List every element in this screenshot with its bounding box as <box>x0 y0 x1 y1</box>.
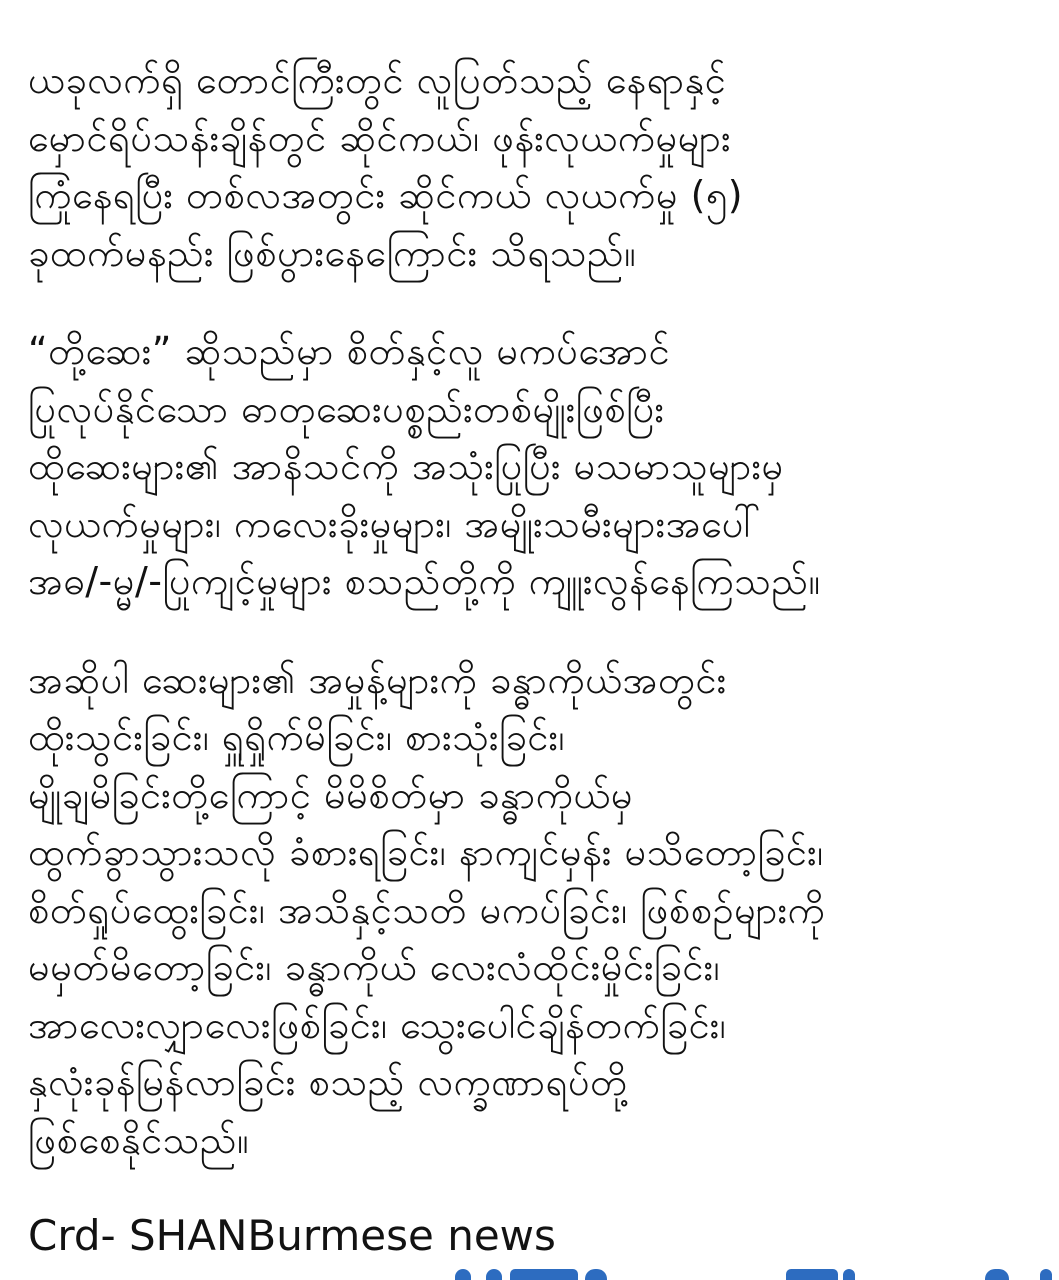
text-line: ယခုလက်ရှိ တောင်ကြီးတွင် လူပြတ်သည့် နေရာနှင့် <box>28 58 727 102</box>
text-line: အဆိုပါ ဆေးများ၏ အမှုန့်များကို ခန္ဓာကိုယ်အတွင်း <box>28 657 727 702</box>
clipped-glyph-fragment <box>1040 1269 1052 1280</box>
credit-line: Crd- SHANBurmese news <box>28 1211 556 1260</box>
text-line: မျိုချမိခြင်းတို့ကြောင့် မိမိစိတ်မှာ ခန္ဓာကိုယ်မှ <box>28 772 634 817</box>
clipped-glyph-fragment <box>985 1269 1009 1280</box>
text-line: အာလေးလျှာလေးဖြစ်ခြင်း၊ သွေးပေါင်ချိန်တက်ခြင်း၊ <box>28 1002 727 1047</box>
clipped-glyph-fragment <box>786 1269 838 1280</box>
text-line: မှောင်ရိပ်သန်းချိန်တွင် ဆိုင်ကယ်၊ ဖုန်းလုယက်မှုများ <box>28 115 732 160</box>
paragraph-1 <box>28 52 1049 282</box>
article-body <box>28 52 1049 1262</box>
clipped-glyph-fragment <box>486 1269 502 1280</box>
text-line: မမှတ်မိတော့ခြင်း၊ ခန္ဓာကိုယ် လေးလံထိုင်းမှိုင်းခြင်း၊ <box>28 945 721 989</box>
text-line: “တို့ဆေး” ဆိုသည်မှာ စိတ်နှင့်လူ မကပ်အောင် <box>28 329 671 373</box>
clipped-glyph-fragment <box>510 1269 578 1280</box>
text-line: ပြုလုပ်နိုင်သော ဓာတုဆေးပစ္စည်းတစ်မျိုးဖြစ်ပြီး <box>28 386 665 431</box>
clipped-glyph-fragment <box>843 1269 855 1280</box>
paragraph-3 <box>28 652 1049 1170</box>
text-line: ခုထက်မနည်း ဖြစ်ပွားနေကြောင်း သိရသည်။ <box>28 230 637 275</box>
text-line: စိတ်ရှုပ်ထွေးခြင်း၊ အသိနှင့်သတိ မကပ်ခြင်း၊ ဖြစ်စဉ်များကို <box>28 887 826 932</box>
text-line: အဓ/-မ္မ/-ပြုကျင့်မှုများ စသည်တို့ကို ကျူးလွန်နေကြသည်။ <box>28 559 821 603</box>
paragraph-2 <box>28 323 1049 611</box>
clipped-glyph-fragment <box>585 1269 607 1280</box>
text-line: ထိုဆေးများ၏ အာနိသင်ကို အသုံးပြုပြီး မသမာသူများမှ <box>28 444 784 488</box>
text-line: ထွက်ခွာသွားသလို ခံစားရခြင်း၊ နာကျင်မှန်း မသိတော့ခြင်း၊ <box>28 830 824 874</box>
text-line: ဖြစ်စေနိုင်သည်။ <box>28 1117 250 1162</box>
text-line: ကြုံနေရပြီး တစ်လအတွင်း ဆိုင်ကယ် လုယက်မှု (၅) <box>28 173 744 217</box>
clipped-glyph-fragment <box>455 1269 471 1280</box>
text-line: ထိုးသွင်းခြင်း၊ ရှူရှိုက်မိခြင်း၊ စားသုံးခြင်း၊ <box>28 715 566 759</box>
clipped-link-text[interactable] <box>0 1269 1059 1280</box>
text-line: လုယက်မှုများ၊ ကလေးခိုးမှုများ၊ အမျိုးသမီးများအပေါ် <box>28 501 762 546</box>
text-line: နှလုံးခုန်မြန်လာခြင်း စသည့် လက္ခဏာရပ်တို့ <box>28 1060 628 1104</box>
